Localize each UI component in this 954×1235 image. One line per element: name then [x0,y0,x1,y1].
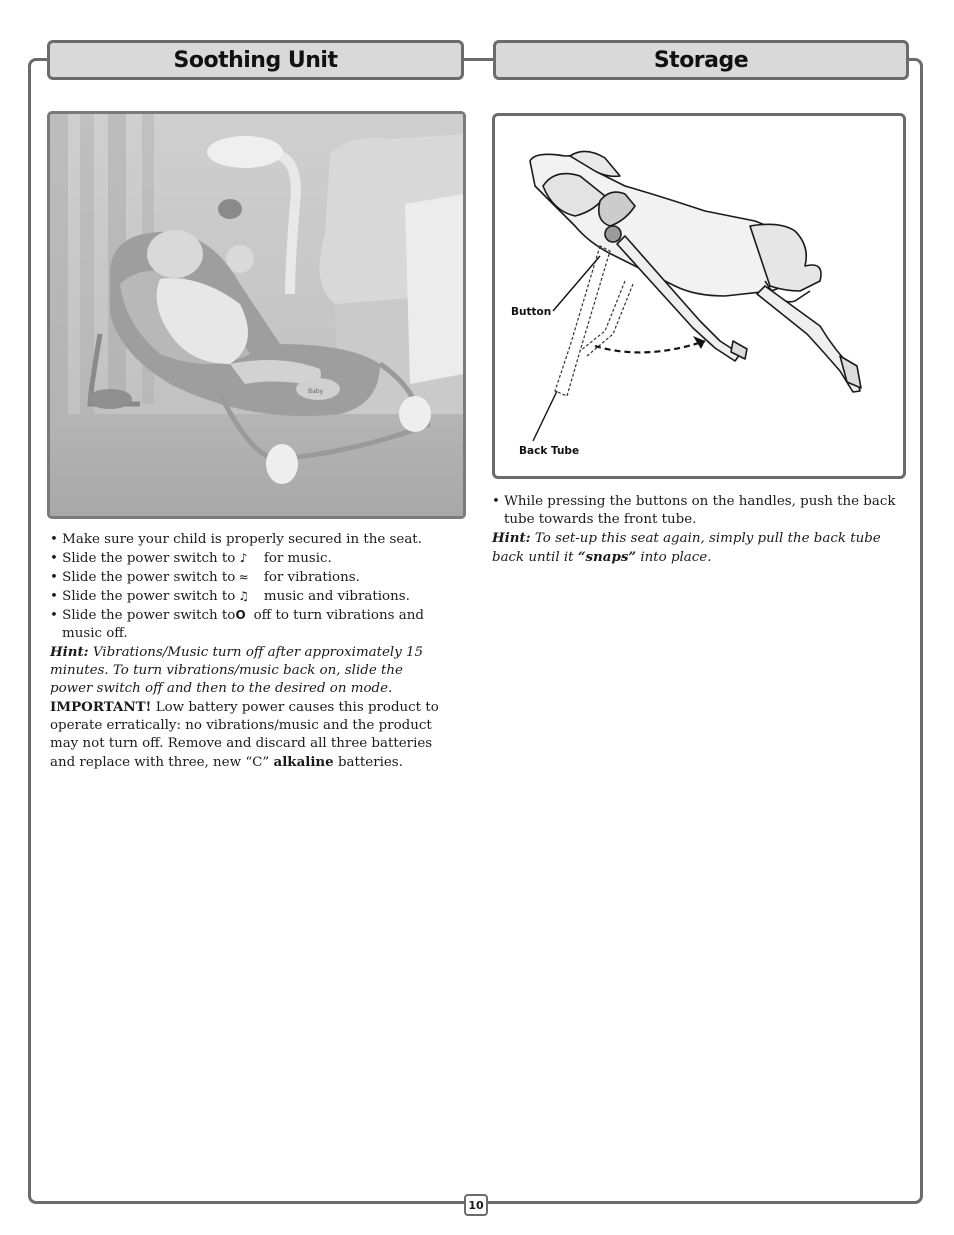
bullet-text: Make sure your child is properly secured in the seat. [62,532,422,547]
label-back-tube: Back Tube [519,445,580,457]
bullet-text: Slide the power switch to [62,570,236,585]
vibration-icon: ≈ [238,570,249,584]
bullet-item: • While pressing the buttons on the handles, push the back tube towards the front tube. [492,494,896,527]
tray-text: Baby [308,388,324,395]
important-label: IMPORTANT! [50,699,152,715]
hint-paragraph [492,529,897,567]
storage-diagram [492,113,906,479]
storage-instructions [492,493,897,567]
bullet-text: off to turn vibrations and music off. [62,608,424,641]
hint-text: To set-up this seat again, simply pull the back tube back until it [492,531,881,565]
hint-paragraph [50,643,445,698]
hint-label: Hint: [492,530,531,546]
section-title: Soothing Unit [173,47,338,73]
snaps-text: “snaps” [577,549,637,565]
important-paragraph [50,698,445,772]
section-header-soothing-unit [47,40,464,80]
music-vibration-icon: ♫ [238,589,249,603]
hint-end: into place. [640,550,712,565]
section-header-storage [493,40,909,80]
bouncer-photo [47,111,466,519]
section-title: Storage [653,47,749,73]
batteries-text: batteries. [337,755,403,770]
important-text: Low battery power causes this product to operate erratically: no vibrations/music and the product may not turn off. Remove and discard all three batteries and replace with three, new “C” [50,700,439,770]
bullet-text: Slide the power switch to [62,608,236,623]
storage-line-drawing [495,116,903,476]
bullet-text: music and vibrations. [263,589,410,604]
bullet-item: • Slide the power switch to ≈ for vibrations. [50,570,360,585]
alkaline-text: alkaline [273,754,334,770]
bullet-text: Slide the power switch to [62,551,236,566]
page-number: 10 [464,1194,488,1216]
hint-text: Vibrations/Music turn off after approximately 15 minutes. To turn vibrations/music back on, slide the power switch off and then to the desired on mode. [50,645,424,696]
off-icon: O [235,608,246,622]
label-button: Button [511,306,552,318]
bullet-text: for vibrations. [263,570,360,585]
soothing-unit-instructions [50,531,445,772]
bullet-item: • Slide the power switch to ♫ music and vibrations. [50,589,410,604]
bullet-item: • Make sure your child is properly secured in the seat. [50,532,422,547]
hint-label: Hint: [50,644,89,660]
bullet-item: • Slide the power switch to ♪ for music. [50,551,332,566]
bullet-item: • Slide the power switch to O off to turn vibrations and music off. [50,608,424,641]
bullet-text: for music. [263,551,332,566]
music-icon: ♪ [239,551,248,565]
bullet-text: While pressing the buttons on the handles, push the back tube towards the front tube. [504,494,896,527]
bouncer-photo-illustration [50,114,463,516]
bullet-text: Slide the power switch to [62,589,236,604]
